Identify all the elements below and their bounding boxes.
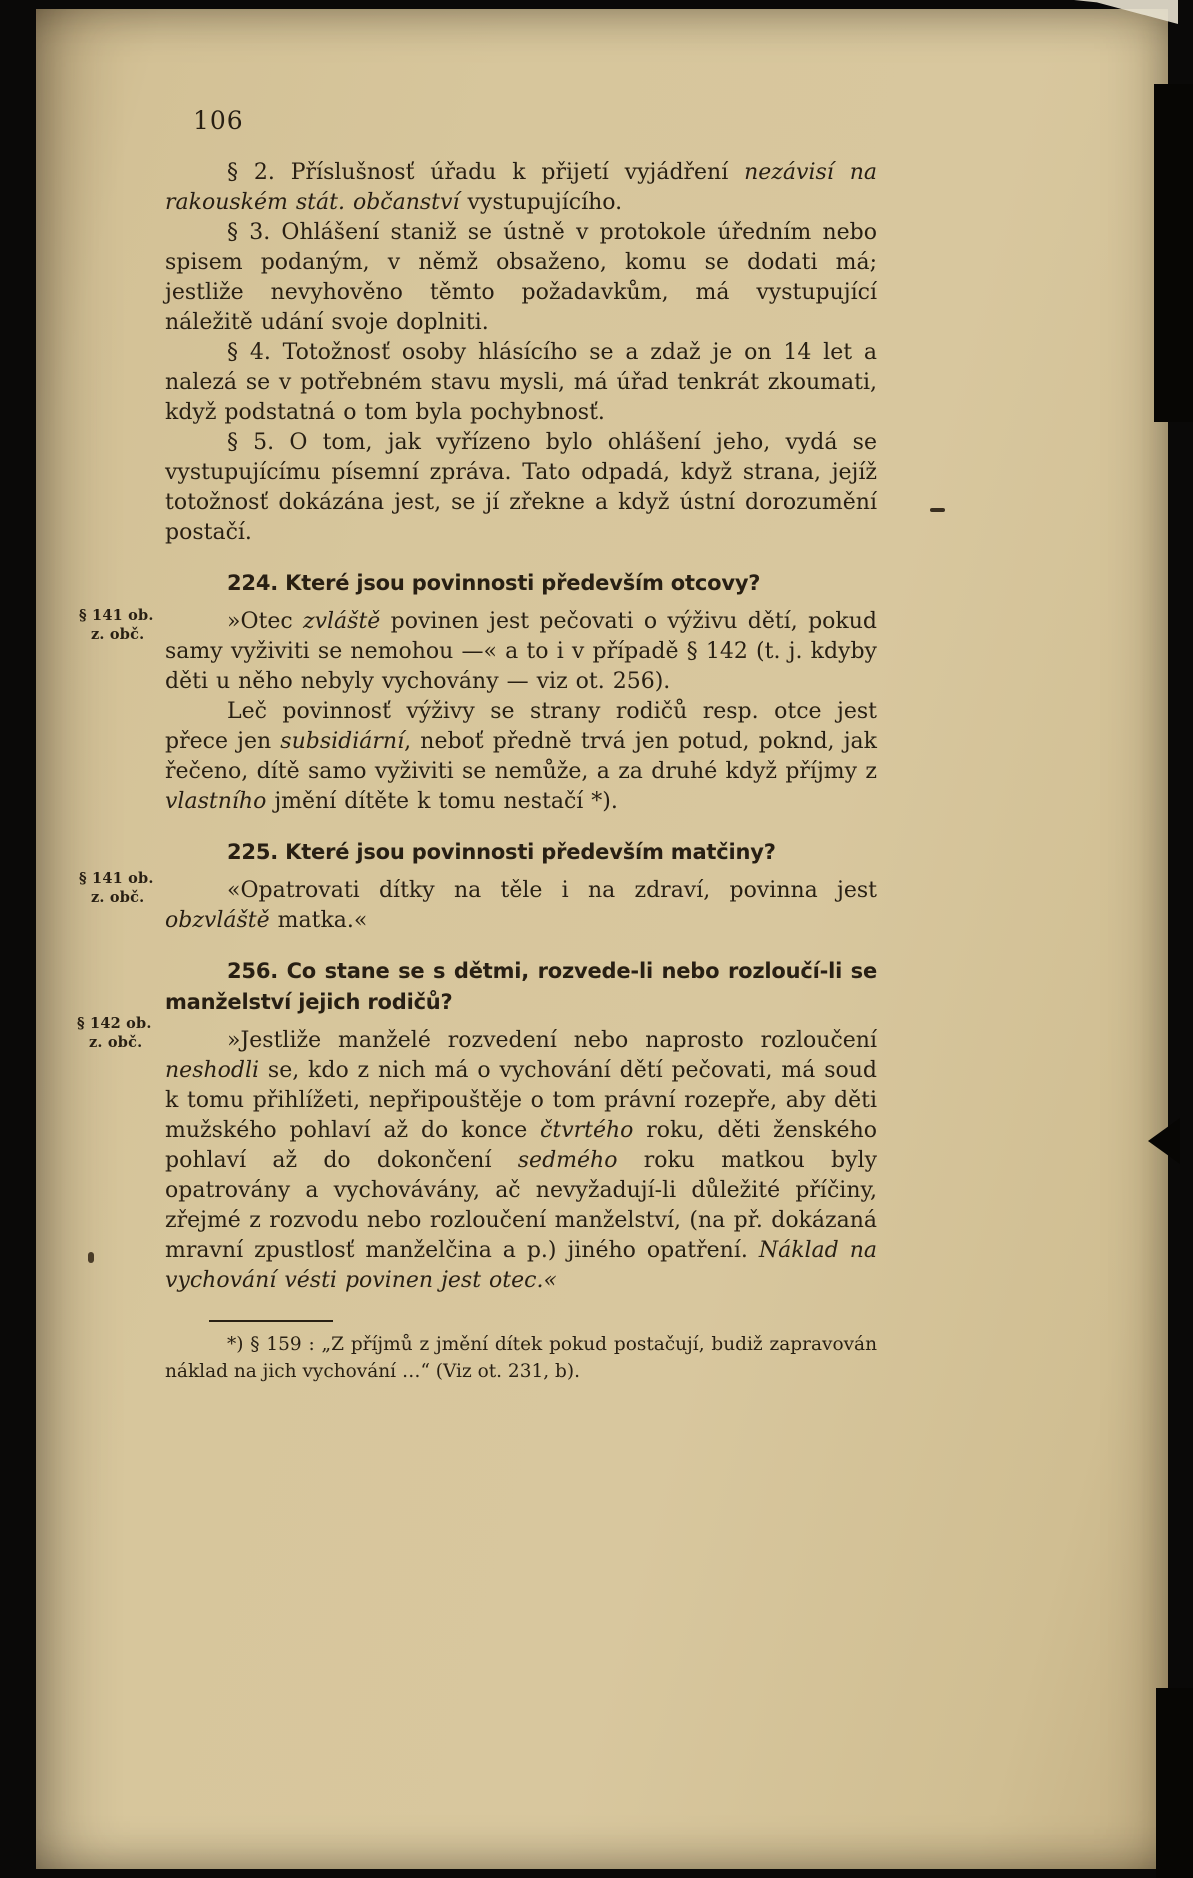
body-paragraph: »Jestliže manželé rozvedení nebo naprosto rozloučení neshodli se, kdo z nich má o vychování dětí pečovati, má soud k tomu přihlížeti, nepřipouštěje o tom právní rozepře, aby děti mužského pohlaví až do konce čtvrtého roku, děti ženského pohlaví až do dokončení sedmého roku matkou byly opatrovány a vychovávány, ač nevyžadují-li důležité příčiny, zřejmé z rozvodu nebo rozloučení manželství, (na př. dokázaná mravní zpustlosť manželčina a p.) jiného opatření. Náklad na vychování vésti povinen jest otec.« bbox=[165, 1028, 877, 1293]
footnote bbox=[165, 1320, 877, 1385]
question-section-224 bbox=[79, 568, 877, 817]
book-page bbox=[36, 9, 1168, 1869]
intro-section bbox=[165, 158, 877, 548]
question-section-256 bbox=[77, 956, 877, 1296]
question-heading: 225. Které jsou povinnosti především matčiny? bbox=[227, 840, 776, 864]
margin-note-line: z. obč. bbox=[91, 626, 145, 643]
margin-note bbox=[79, 606, 163, 644]
margin-note-line: z. obč. bbox=[91, 889, 145, 906]
scan-artifact-dash-mark bbox=[930, 508, 945, 512]
page-content bbox=[77, 105, 877, 1385]
footnote-text: *) § 159 : „Z příjmů z jmění dítek pokud postačují, budiž zapravován náklad na jich vychování …“ (Viz ot. 231, b). bbox=[165, 1334, 877, 1382]
page-number: 106 bbox=[193, 106, 244, 135]
margin-note-line: § 142 ob. bbox=[77, 1015, 152, 1032]
question-heading: 256. Co stane se s dětmi, rozvede-li nebo rozloučí-li se manželství jejich rodičů? bbox=[165, 959, 877, 1014]
paragraph-section-3: § 3. Ohlášení staniž se ústně v protokole úředním nebo spisem podaným, v němž obsaženo, komu se dodati má; jestliže nevyhověno těmto požadavkům, má vystupující náležitě udání svoje doplniti. bbox=[165, 220, 877, 335]
margin-note bbox=[79, 869, 163, 907]
footnote-divider bbox=[209, 1320, 333, 1322]
margin-note-line: § 141 ob. bbox=[79, 607, 154, 624]
body-paragraph: »Otec zvláště povinen jest pečovati o výživu dětí, pokud samy vyživiti se nemohou —« a to i v případě § 142 (t. j. kdyby děti u něho nebyly vychovány — viz ot. 256). bbox=[165, 609, 877, 694]
paragraph-section-5: § 5. O tom, jak vyřízeno bylo ohlášení jeho, vydá se vystupujícímu písemní zpráva. Tato odpadá, když strana, jejíž totožnosť dokázána jest, se jí zřekne a když ústní dorozumění postačí. bbox=[165, 430, 877, 545]
body-paragraph: Leč povinnosť výživy se strany rodičů resp. otce jest přece jen subsidiární, neboť předně trvá jen potud, poknd, jak řečeno, dítě samo vyživiti se nemůže, a za druhé když příjmy z vlastního jmění dítěte k tomu nestačí *). bbox=[165, 699, 877, 814]
margin-note bbox=[77, 1014, 161, 1052]
body-paragraph: «Opatrovati dítky na těle i na zdraví, povinna jest obzvláště matka.« bbox=[165, 878, 877, 933]
question-section-225 bbox=[79, 837, 877, 936]
scan-artifact-bottom-right-bar bbox=[1156, 1688, 1193, 1878]
margin-note-line: z. obč. bbox=[89, 1034, 143, 1051]
margin-note-line: § 141 ob. bbox=[79, 870, 154, 887]
question-heading: 224. Které jsou povinnosti především otcovy? bbox=[227, 571, 761, 595]
paragraph-section-2: § 2. Příslušnosť úřadu k přijetí vyjádření nezávisí na rakouském stát. občanství vystupujícího. bbox=[165, 160, 877, 215]
paragraph-section-4: § 4. Totožnosť osoby hlásícího se a zdaž je on 14 let a nalezá se v potřebném stavu mysli, má úřad tenkrát zkoumati, když podstatná o tom byla pochybnosť. bbox=[165, 340, 877, 425]
scan-artifact-top-right-bar bbox=[1154, 84, 1193, 422]
scan-artifact-speck bbox=[88, 1252, 94, 1263]
